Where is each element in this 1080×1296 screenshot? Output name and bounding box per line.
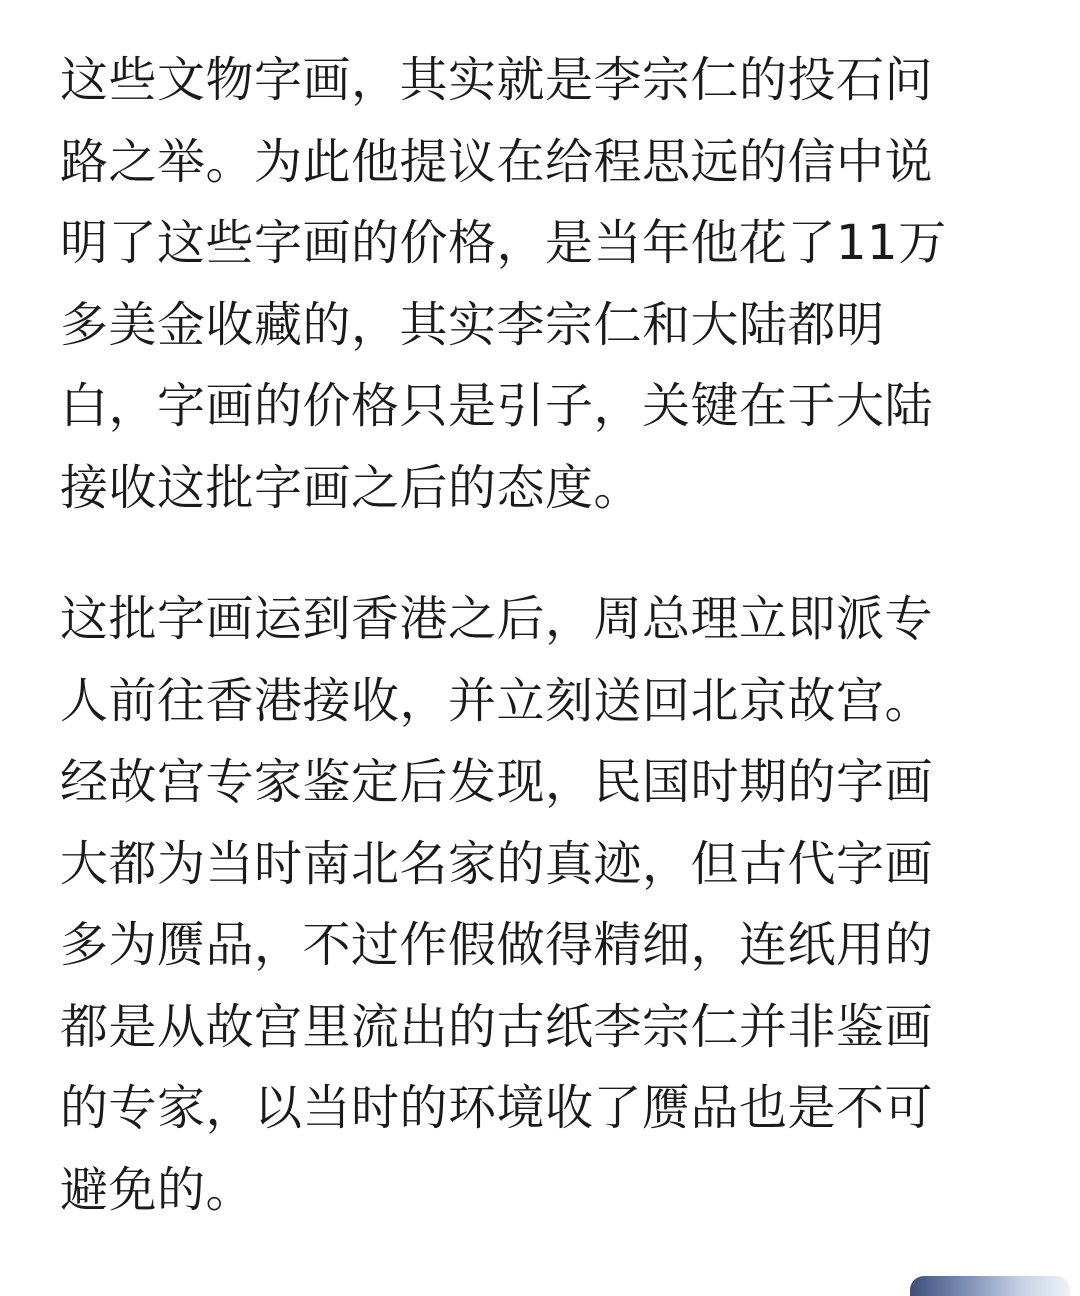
- article-body: [60, 40, 1025, 1281]
- text-line: 这些文物字画，其实就是李宗仁的投石问: [60, 52, 934, 108]
- text-line: 人前往香港接收，并立刻送回北京故宫。: [60, 672, 934, 729]
- text-line: 的专家，以当时的环境收了赝品也是不可: [60, 1080, 934, 1136]
- paragraph-2: [60, 579, 1025, 1231]
- next-image-thumbnail[interactable]: [910, 1276, 1070, 1296]
- text-line: 接收这批字画之后的态度。: [60, 459, 643, 516]
- text-line: 避免的。: [60, 1161, 255, 1218]
- text-line: 多美金收藏的，其实李宗仁和大陆都明: [60, 296, 885, 353]
- text-line: 大都为当时南北名家的真迹，但古代字画: [60, 835, 934, 892]
- text-line: 白，字画的价格只是引子，关键在于大陆: [60, 378, 934, 434]
- text-line: 都是从故宫里流出的古纸李宗仁并非鉴画: [60, 998, 934, 1055]
- text-line: 多为赝品，不过作假做得精细，连纸用的: [60, 917, 934, 973]
- text-line: 这批字画运到香港之后，周总理立即派专: [60, 591, 934, 647]
- paragraph-1: [60, 40, 1025, 529]
- text-line: 明了这些字画的价格，是当年他花了11万: [60, 215, 947, 271]
- text-line: 路之举。为此他提议在给程思远的信中说: [60, 133, 934, 190]
- text-line: 经故宫专家鉴定后发现，民国时期的字画: [60, 754, 934, 810]
